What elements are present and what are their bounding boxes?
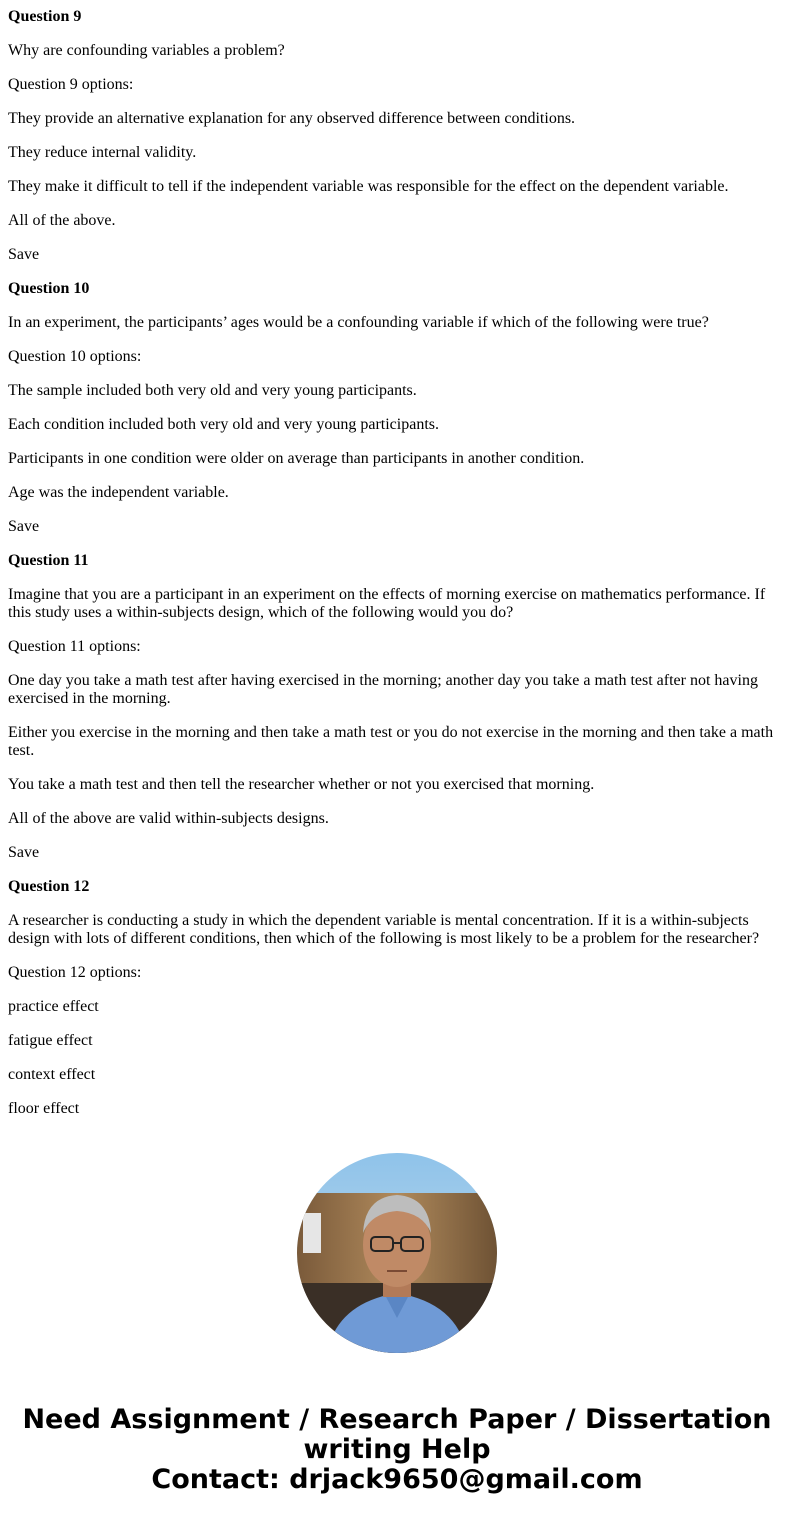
- answer-option[interactable]: fatigue effect: [8, 1032, 93, 1049]
- save-button[interactable]: Save: [8, 518, 40, 535]
- question-prompt: Why are confounding variables a problem?: [8, 42, 285, 59]
- answer-option[interactable]: All of the above.: [8, 212, 116, 229]
- answer-option[interactable]: All of the above are valid within-subjects designs.: [8, 810, 329, 827]
- answer-option[interactable]: The sample included both very old and very young participants.: [8, 382, 417, 399]
- cta-heading-line: Need Assignment / Research Paper / Dissertation: [22, 1404, 772, 1435]
- answer-option[interactable]: You take a math test and then tell the researcher whether or not you exercised that morning.: [8, 776, 595, 793]
- question-title: Question 11: [8, 552, 89, 569]
- person-photo-icon: [297, 1153, 497, 1353]
- answer-option[interactable]: They provide an alternative explanation for any observed difference between conditions.: [8, 110, 576, 127]
- answer-option[interactable]: practice effect: [8, 998, 99, 1015]
- answer-option[interactable]: floor effect: [8, 1100, 80, 1117]
- question-title: Question 9: [8, 8, 82, 25]
- answer-option[interactable]: Each condition included both very old and very young participants.: [8, 416, 439, 433]
- options-label: Question 12 options:: [8, 964, 142, 981]
- save-button[interactable]: Save: [8, 844, 40, 861]
- answer-option[interactable]: They make it difficult to tell if the independent variable was responsible for the effect on the dependent variable.: [8, 178, 729, 195]
- contact-email[interactable]: Contact: drjack9650@gmail.com: [151, 1464, 643, 1495]
- options-label: Question 10 options:: [8, 348, 142, 365]
- contact-banner: [0, 1405, 794, 1495]
- answer-option[interactable]: Participants in one condition were older on average than participants in another condition.: [8, 450, 585, 467]
- answer-option[interactable]: Age was the independent variable.: [8, 484, 229, 501]
- save-button[interactable]: Save: [8, 246, 40, 263]
- options-label: Question 11 options:: [8, 638, 141, 655]
- answer-option[interactable]: They reduce internal validity.: [8, 144, 197, 161]
- answer-option[interactable]: One day you take a math test after having exercised in the morning; another day you take a math test after not having exercised in the morning.: [8, 672, 758, 707]
- question-prompt: A researcher is conducting a study in which the dependent variable is mental concentration. If it is a within-subjects design with lots of different conditions, then which of the following is most likely to be a problem for the researcher?: [8, 912, 760, 947]
- answer-option[interactable]: context effect: [8, 1066, 96, 1083]
- question-title: Question 12: [8, 878, 90, 895]
- question-list: [8, 0, 786, 1134]
- avatar: [297, 1153, 497, 1353]
- cta-heading-line: writing Help: [303, 1434, 491, 1465]
- question-prompt: In an experiment, the participants’ ages would be a confounding variable if which of the following were true?: [8, 314, 709, 331]
- question-prompt: Imagine that you are a participant in an experiment on the effects of morning exercise on mathematics performance. If this study uses a within-subjects design, which of the following would you do?: [8, 586, 766, 621]
- options-label: Question 9 options:: [8, 76, 134, 93]
- question-title: Question 10: [8, 280, 90, 297]
- answer-option[interactable]: Either you exercise in the morning and then take a math test or you do not exercise in the morning and then take a math test.: [8, 724, 774, 759]
